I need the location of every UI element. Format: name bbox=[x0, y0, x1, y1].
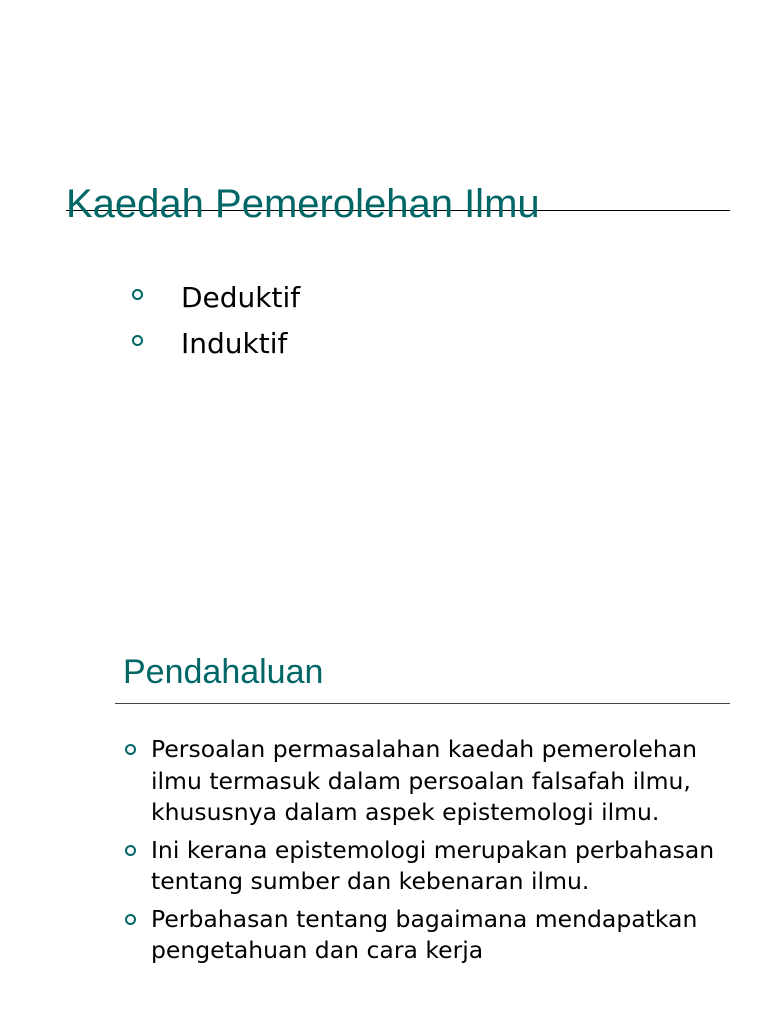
list-item bbox=[124, 835, 724, 898]
list-item-text: Induktif bbox=[181, 327, 288, 360]
list-item bbox=[130, 278, 300, 324]
list-item-text: Persoalan permasalahan kaedah pemerolehan ilmu termasuk dalam persoalan falsafah ilmu, khususnya dalam aspek epistemologi ilmu. bbox=[151, 735, 698, 826]
list-item-text: Perbahasan tentang bagaimana mendapatkan pengetahuan dan cara kerja bbox=[151, 904, 698, 964]
hollow-circle-bullet-icon bbox=[125, 845, 136, 856]
list-item bbox=[130, 324, 300, 370]
list-item-text: Deduktif bbox=[181, 281, 301, 314]
slide-title: Kaedah Pemerolehan Ilmu bbox=[66, 182, 540, 226]
hollow-circle-bullet-icon bbox=[125, 744, 136, 755]
bullet-list bbox=[124, 734, 724, 973]
list-item bbox=[124, 904, 724, 967]
hollow-circle-bullet-icon bbox=[132, 289, 143, 300]
title-underline bbox=[115, 703, 730, 704]
hollow-circle-bullet-icon bbox=[132, 335, 143, 346]
bullet-list bbox=[130, 278, 300, 370]
hollow-circle-bullet-icon bbox=[125, 914, 136, 925]
list-item-text: Ini kerana epistemologi merupakan perbahasan tentang sumber dan kebenaran ilmu. bbox=[151, 835, 715, 895]
list-item bbox=[124, 734, 724, 829]
slide-title: Pendahaluan bbox=[123, 653, 324, 691]
